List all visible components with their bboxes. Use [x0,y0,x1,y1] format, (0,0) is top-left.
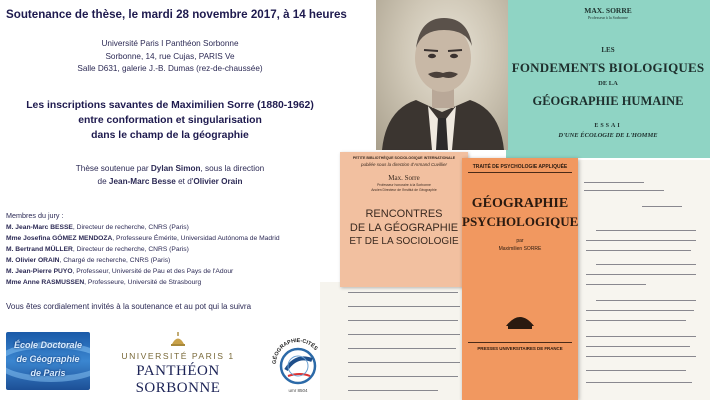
jury-member [6,223,340,234]
jury-member-role: , Chargé de recherche, CNRS (Paris) [59,256,171,264]
book-series: TRAITÉ DE PSYCHOLOGIE APPLIQUÉE [472,164,568,170]
supervision-prefix: Thèse soutenue par [75,164,149,173]
logo-text: de Géographie [16,354,80,364]
handwritten-letter [320,282,470,400]
book-collage [340,0,710,400]
book-author: MAX. SORRE [584,6,632,15]
supervision-block [0,163,340,188]
jury-list [6,223,340,288]
logo-text: GÉOGRAPHIE-CITÉS [271,337,319,365]
thesis-title [0,98,340,143]
venue-university: Université Paris I Panthéon Sorbonne [101,39,239,48]
logo-text: PANTHÉON SORBONNE [135,363,221,396]
director-name: Jean-Marc Besse [108,176,176,186]
book-title-text: ESSAI [594,123,622,129]
book-author: Maximilien SORRE [498,246,542,252]
event-title: Soutenance de thèse, le mardi 28 novembre 2017, à 14 heures [6,8,347,21]
book-cover-fondements [506,0,710,158]
jury-member-role: , Directeur de recherche, CNRS (Paris) [72,224,189,231]
portrait-image [376,0,508,150]
book-by: par [516,238,524,244]
book-title-text: ET DE LA SOCIOLOGIE [349,236,459,247]
book-author-sub: Professeur honoraire à la Sorbonne [377,183,431,187]
book-title-text: PSYCHOLOGIQUE [462,214,579,229]
ecole-doctorale-logo [6,332,90,390]
book-subtitle: D'UNE ÉCOLOGIE DE L'HOMME [558,132,658,139]
book-title-text: LES [601,46,615,54]
venue-block [0,38,340,76]
venue-room: Salle D631, galerie J.-B. Dumas (rez-de-chaussée) [77,64,263,73]
portrait-photo [376,0,508,150]
handwritten-letter [572,160,710,400]
logo-text: umr 8504 [288,388,308,393]
thesis-title-line: dans le champ de la géographie [91,130,249,141]
pantheon-sorbonne-logo [98,330,258,396]
logo-text: UNIVERSITÉ PARIS 1 [121,351,235,361]
jury-member [6,234,340,245]
jury-member-name: M. Olivier ORAIN [6,256,60,264]
jury-member-role: , Professeure Émérite, Universidad Autónoma de Madrid [112,234,280,242]
book-title-text: DE LA [598,80,618,87]
jury-member-name: M. Bertrand MÜLLER [6,245,73,253]
book-title-text: RENCONTRES [365,208,443,220]
jury-member [6,267,340,278]
thesis-title-line: entre conformation et singularisation [78,115,262,126]
book-author: Max. Sorre [388,174,420,182]
director-name: Olivier Orain [193,176,243,186]
jury-member-role: , Professeure, Université de Strasbourg [84,278,202,286]
book-author-sub: Ancien Directeur de l'Institut de Géographie [371,188,437,192]
supervision-and: et d' [178,176,194,186]
jury-member-name: M. Jean-Marc BESSE [6,224,73,231]
venue-address: Sorbonne, 14, rue Cujas, PARIS Ve [105,51,235,61]
book-title-text: DE LA GÉOGRAPHIE [349,222,459,234]
candidate-name: Dylan Simon [150,164,201,173]
jury-member-role: , Professeur, Université de Pau et des Pays de l'Adour [72,267,234,275]
book-cover-geographie-psychologique [462,158,578,400]
logo-text: École Doctorale [13,340,83,350]
jury-member [6,245,340,256]
jury-member-name: Mme Anne RASMUSSEN [6,278,85,286]
publisher-emblem-icon [502,308,538,332]
jury-title: Membres du jury : [6,211,64,220]
book-title-text: FONDEMENTS BIOLOGIQUES [511,60,705,75]
jury-member-name: Mme Josefina GÓMEZ MENDOZA [6,234,113,242]
jury-member-name: M. Jean-Pierre PUYO [6,267,73,275]
book-author-sub: Professeur à la Sorbonne [588,15,628,20]
book-publisher: PRESSES UNIVERSITAIRES DE FRANCE [477,346,563,351]
book-cover-rencontres [340,152,468,287]
book-title-text: GÉOGRAPHIE HUMAINE [532,94,684,108]
supervision-de: de [97,176,107,186]
book-title-text: GÉOGRAPHIE [471,196,569,211]
invitation-text: Vous êtes cordialement invités à la soutenance et au pot qui la suivra [6,302,252,311]
announcement-panel [0,0,347,400]
supervision-middle: , sous la direction [200,164,265,173]
book-series-director: publiée sous la direction d'Armand Cuvillier [361,162,447,167]
logo-text: de Paris [30,368,66,378]
jury-member-role: , Directeur de recherche, CNRS (Paris) [72,245,189,253]
jury-member [6,278,340,289]
jury-member [6,256,340,267]
book-series: PETITE BIBLIOTHÈQUE SOCIOLOGIQUE INTERNATIONALE [352,156,456,160]
thesis-title-line: Les inscriptions savantes de Maximilien Sorre (1880-1962) [26,100,314,111]
dome-icon [169,332,187,348]
